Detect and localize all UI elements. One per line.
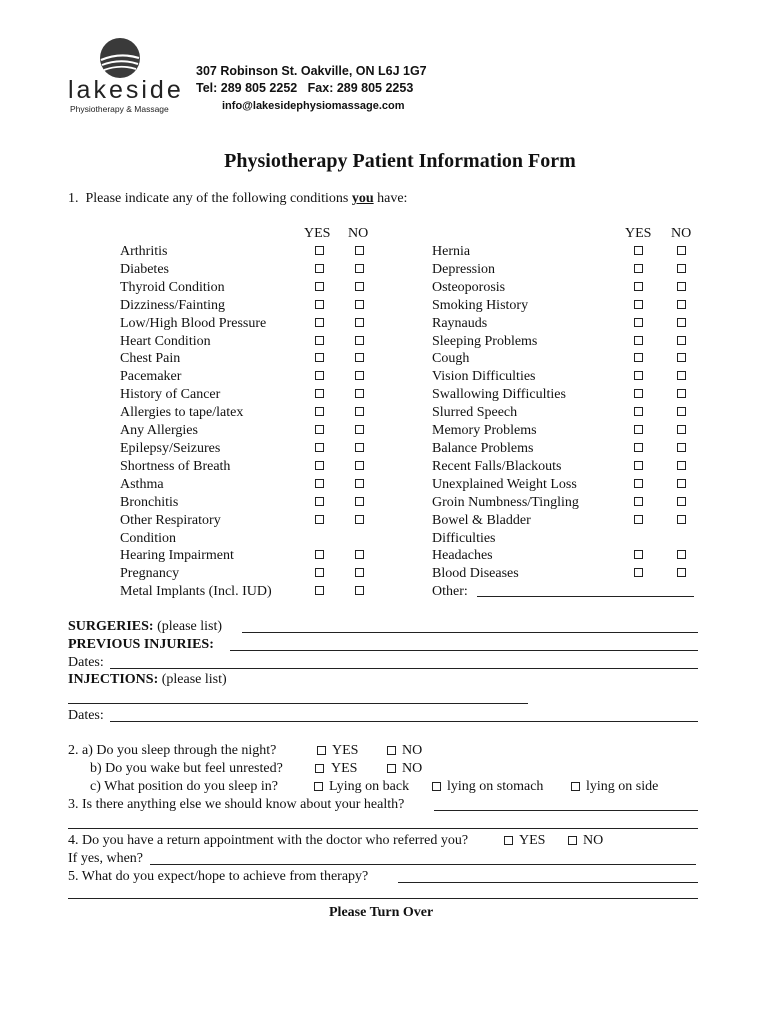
right-condition-no-checkbox[interactable]	[677, 264, 686, 273]
q3-text: 3. Is there anything else we should know about your health?	[68, 797, 405, 812]
left-condition-yes-checkbox[interactable]	[315, 443, 324, 452]
left-condition-no-checkbox[interactable]	[355, 586, 364, 595]
left-condition-yes-checkbox[interactable]	[315, 246, 324, 255]
left-condition-no-checkbox[interactable]	[355, 497, 364, 506]
injections-field[interactable]	[68, 703, 528, 704]
previous-injuries-field[interactable]	[230, 650, 698, 651]
left-condition-no-checkbox[interactable]	[355, 353, 364, 362]
left-condition: Other Respiratory	[120, 512, 221, 528]
right-condition-yes-checkbox[interactable]	[634, 479, 643, 488]
left-condition-yes-checkbox[interactable]	[315, 389, 324, 398]
left-condition-yes-checkbox[interactable]	[315, 371, 324, 380]
left-condition-no-checkbox[interactable]	[355, 371, 364, 380]
left-condition: Allergies to tape/latex	[120, 405, 244, 421]
right-condition-no-checkbox[interactable]	[677, 479, 686, 488]
q4-no-label: NO	[583, 833, 604, 848]
q2a-no-checkbox[interactable]	[387, 746, 396, 755]
right-condition: Memory Problems	[432, 423, 537, 439]
left-condition-no-checkbox[interactable]	[355, 246, 364, 255]
q2b-text: b) Do you wake but feel unrested?	[90, 761, 283, 776]
right-condition-yes-checkbox[interactable]	[634, 318, 643, 327]
left-yes-header: YES	[304, 226, 331, 241]
left-condition: Heart Condition	[120, 333, 211, 349]
right-condition-no-checkbox[interactable]	[677, 246, 686, 255]
right-condition: Difficulties	[432, 530, 496, 546]
other-condition-field[interactable]	[477, 596, 694, 597]
left-condition: Diabetes	[120, 261, 169, 277]
q4-yes-label: YES	[519, 833, 546, 848]
right-condition: Balance Problems	[432, 440, 534, 456]
left-condition: Dizziness/Fainting	[120, 297, 225, 313]
left-condition-yes-checkbox[interactable]	[315, 425, 324, 434]
left-condition-yes-checkbox[interactable]	[315, 550, 324, 559]
left-condition-yes-checkbox[interactable]	[315, 300, 324, 309]
left-condition-yes-checkbox[interactable]	[315, 479, 324, 488]
left-condition: Pregnancy	[120, 566, 180, 582]
left-condition-no-checkbox[interactable]	[355, 282, 364, 291]
left-condition-no-checkbox[interactable]	[355, 443, 364, 452]
q3-field[interactable]	[434, 810, 698, 811]
right-condition-no-checkbox[interactable]	[677, 353, 686, 362]
left-condition-no-checkbox[interactable]	[355, 479, 364, 488]
q2a-yes-checkbox[interactable]	[317, 746, 326, 755]
left-condition-no-checkbox[interactable]	[355, 461, 364, 470]
right-condition: Swallowing Difficulties	[432, 387, 566, 403]
right-condition-yes-checkbox[interactable]	[634, 515, 643, 524]
left-condition: Any Allergies	[120, 423, 198, 439]
surgeries-label: SURGERIES: (please list)	[68, 619, 223, 634]
injection-dates-label: Dates:	[68, 708, 104, 723]
right-condition-yes-checkbox[interactable]	[634, 568, 643, 577]
left-condition-yes-checkbox[interactable]	[315, 586, 324, 595]
left-condition: Hearing Impairment	[120, 548, 234, 564]
left-condition-yes-checkbox[interactable]	[315, 318, 324, 327]
right-condition-yes-checkbox[interactable]	[634, 246, 643, 255]
left-condition-yes-checkbox[interactable]	[315, 353, 324, 362]
left-condition: Bronchitis	[120, 494, 179, 510]
right-condition-no-checkbox[interactable]	[677, 461, 686, 470]
left-condition-no-checkbox[interactable]	[355, 550, 364, 559]
right-condition-yes-checkbox[interactable]	[634, 264, 643, 273]
logo-mark-icon	[98, 36, 142, 80]
right-condition: Headaches	[432, 548, 493, 564]
q4-when-text: If yes, when?	[68, 851, 144, 866]
right-condition-no-checkbox[interactable]	[677, 282, 686, 291]
left-condition-yes-checkbox[interactable]	[315, 264, 324, 273]
left-condition-no-checkbox[interactable]	[355, 336, 364, 345]
q2c-text: c) What position do you sleep in?	[90, 779, 278, 794]
left-condition-yes-checkbox[interactable]	[315, 497, 324, 506]
right-condition-no-checkbox[interactable]	[677, 318, 686, 327]
right-condition-yes-checkbox[interactable]	[634, 282, 643, 291]
right-condition-list	[432, 243, 579, 601]
left-condition-no-checkbox[interactable]	[355, 318, 364, 327]
right-condition: Groin Numbness/Tingling	[432, 494, 579, 510]
right-condition-no-checkbox[interactable]	[677, 371, 686, 380]
right-condition: Vision Difficulties	[432, 369, 536, 385]
left-condition-yes-checkbox[interactable]	[315, 568, 324, 577]
right-condition-yes-checkbox[interactable]	[634, 407, 643, 416]
left-condition-yes-checkbox[interactable]	[315, 336, 324, 345]
right-condition-yes-checkbox[interactable]	[634, 461, 643, 470]
left-condition-no-checkbox[interactable]	[355, 389, 364, 398]
left-condition-no-checkbox[interactable]	[355, 300, 364, 309]
left-condition-yes-checkbox[interactable]	[315, 282, 324, 291]
right-condition-yes-checkbox[interactable]	[634, 497, 643, 506]
left-condition: History of Cancer	[120, 387, 221, 403]
q5-field[interactable]	[398, 882, 698, 883]
left-condition-no-checkbox[interactable]	[355, 407, 364, 416]
q5-field-extra[interactable]	[68, 898, 698, 899]
left-condition: Asthma	[120, 476, 164, 492]
injury-dates-field[interactable]	[110, 668, 698, 669]
right-condition-no-checkbox[interactable]	[677, 300, 686, 309]
right-no-header: NO	[671, 226, 692, 241]
right-condition: Cough	[432, 351, 470, 367]
left-condition-no-checkbox[interactable]	[355, 264, 364, 273]
left-no-header: NO	[348, 226, 369, 241]
right-yes-header: YES	[625, 226, 652, 241]
q2c-back-label: Lying on back	[329, 779, 410, 794]
q2a-no-label: NO	[402, 743, 423, 758]
right-condition: Other:	[432, 584, 468, 600]
right-condition: Smoking History	[432, 297, 529, 313]
right-condition: Osteoporosis	[432, 279, 506, 295]
left-condition-yes-checkbox[interactable]	[315, 407, 324, 416]
q5-text: 5. What do you expect/hope to achieve from therapy?	[68, 869, 369, 884]
logo	[68, 34, 188, 114]
injection-dates-field[interactable]	[110, 721, 698, 722]
right-condition-yes-checkbox[interactable]	[634, 389, 643, 398]
q1-suffix: have:	[373, 191, 408, 206]
q2b-yes-label: YES	[331, 761, 358, 776]
right-condition: Depression	[432, 261, 495, 277]
injections-label: INJECTIONS: (please list)	[68, 672, 227, 687]
logo-subtitle: Physiotherapy & Massage	[70, 104, 169, 114]
right-condition-no-checkbox[interactable]	[677, 407, 686, 416]
q4-text: 4. Do you have a return appointment with the doctor who referred you?	[68, 833, 469, 848]
left-condition: Thyroid Condition	[120, 279, 225, 295]
right-condition-no-checkbox[interactable]	[677, 336, 686, 345]
q2c-stomach-label: lying on stomach	[447, 779, 544, 794]
clinic-phone: Tel: 289 805 2252 Fax: 289 805 2253	[196, 81, 414, 95]
left-condition-no-checkbox[interactable]	[355, 568, 364, 577]
left-condition: Condition	[120, 530, 177, 546]
q1-prefix: 1. Please indicate any of the following conditions	[68, 191, 352, 206]
q3-field-extra[interactable]	[68, 828, 698, 829]
please-turn-over: Please Turn Over	[329, 905, 434, 920]
left-condition: Low/High Blood Pressure	[120, 315, 267, 331]
right-condition: Unexplained Weight Loss	[432, 476, 577, 492]
right-condition-yes-checkbox[interactable]	[634, 550, 643, 559]
logo-wordmark: lakeside	[68, 76, 184, 104]
right-condition-no-checkbox[interactable]	[677, 550, 686, 559]
q4-yes-checkbox[interactable]	[504, 836, 513, 845]
right-condition: Recent Falls/Blackouts	[432, 458, 562, 474]
right-condition-yes-checkbox[interactable]	[634, 425, 643, 434]
right-condition-yes-checkbox[interactable]	[634, 371, 643, 380]
right-condition-no-checkbox[interactable]	[677, 568, 686, 577]
right-condition-no-checkbox[interactable]	[677, 443, 686, 452]
right-condition-no-checkbox[interactable]	[677, 497, 686, 506]
right-condition-no-checkbox[interactable]	[677, 425, 686, 434]
clinic-address: 307 Robinson St. Oakville, ON L6J 1G7	[196, 64, 427, 78]
q2b-no-label: NO	[402, 761, 423, 776]
clinic-email: info@lakesidephysiomassage.com	[222, 100, 405, 112]
left-condition-no-checkbox[interactable]	[355, 515, 364, 524]
right-condition: Sleeping Problems	[432, 333, 538, 349]
surgeries-field[interactable]	[242, 632, 698, 633]
previous-injuries-label: PREVIOUS INJURIES:	[68, 637, 214, 652]
right-condition: Slurred Speech	[432, 405, 518, 421]
right-condition: Blood Diseases	[432, 566, 519, 582]
left-condition: Metal Implants (Incl. IUD)	[120, 584, 272, 600]
q2b-yes-checkbox[interactable]	[315, 764, 324, 773]
left-condition-list	[120, 243, 272, 601]
q1-prompt	[68, 190, 407, 208]
right-condition-yes-checkbox[interactable]	[634, 336, 643, 345]
left-condition: Epilepsy/Seizures	[120, 440, 221, 456]
q4-when-field[interactable]	[150, 864, 696, 865]
right-condition-yes-checkbox[interactable]	[634, 443, 643, 452]
q2c-stomach-checkbox[interactable]	[432, 782, 441, 791]
left-condition-yes-checkbox[interactable]	[315, 461, 324, 470]
left-condition: Chest Pain	[120, 351, 181, 367]
q4-no-checkbox[interactable]	[568, 836, 577, 845]
injury-dates-label: Dates:	[68, 655, 104, 670]
left-condition-no-checkbox[interactable]	[355, 425, 364, 434]
right-condition-no-checkbox[interactable]	[677, 389, 686, 398]
left-condition: Pacemaker	[120, 369, 182, 385]
right-condition: Hernia	[432, 244, 471, 259]
right-condition-yes-checkbox[interactable]	[634, 300, 643, 309]
right-condition: Bowel & Bladder	[432, 512, 531, 528]
right-condition-yes-checkbox[interactable]	[634, 353, 643, 362]
left-condition-yes-checkbox[interactable]	[315, 515, 324, 524]
form-title: Physiotherapy Patient Information Form	[224, 150, 576, 172]
q2c-side-checkbox[interactable]	[571, 782, 580, 791]
right-condition: Raynauds	[432, 315, 488, 331]
q2b-no-checkbox[interactable]	[387, 764, 396, 773]
right-condition-no-checkbox[interactable]	[677, 515, 686, 524]
q2c-back-checkbox[interactable]	[314, 782, 323, 791]
q2c-side-label: lying on side	[586, 779, 659, 794]
q1-emphasis: you	[351, 191, 374, 206]
left-condition: Arthritis	[120, 244, 168, 259]
left-condition: Shortness of Breath	[120, 458, 231, 474]
q2a-text: 2. a) Do you sleep through the night?	[68, 743, 277, 758]
q2a-yes-label: YES	[332, 743, 359, 758]
